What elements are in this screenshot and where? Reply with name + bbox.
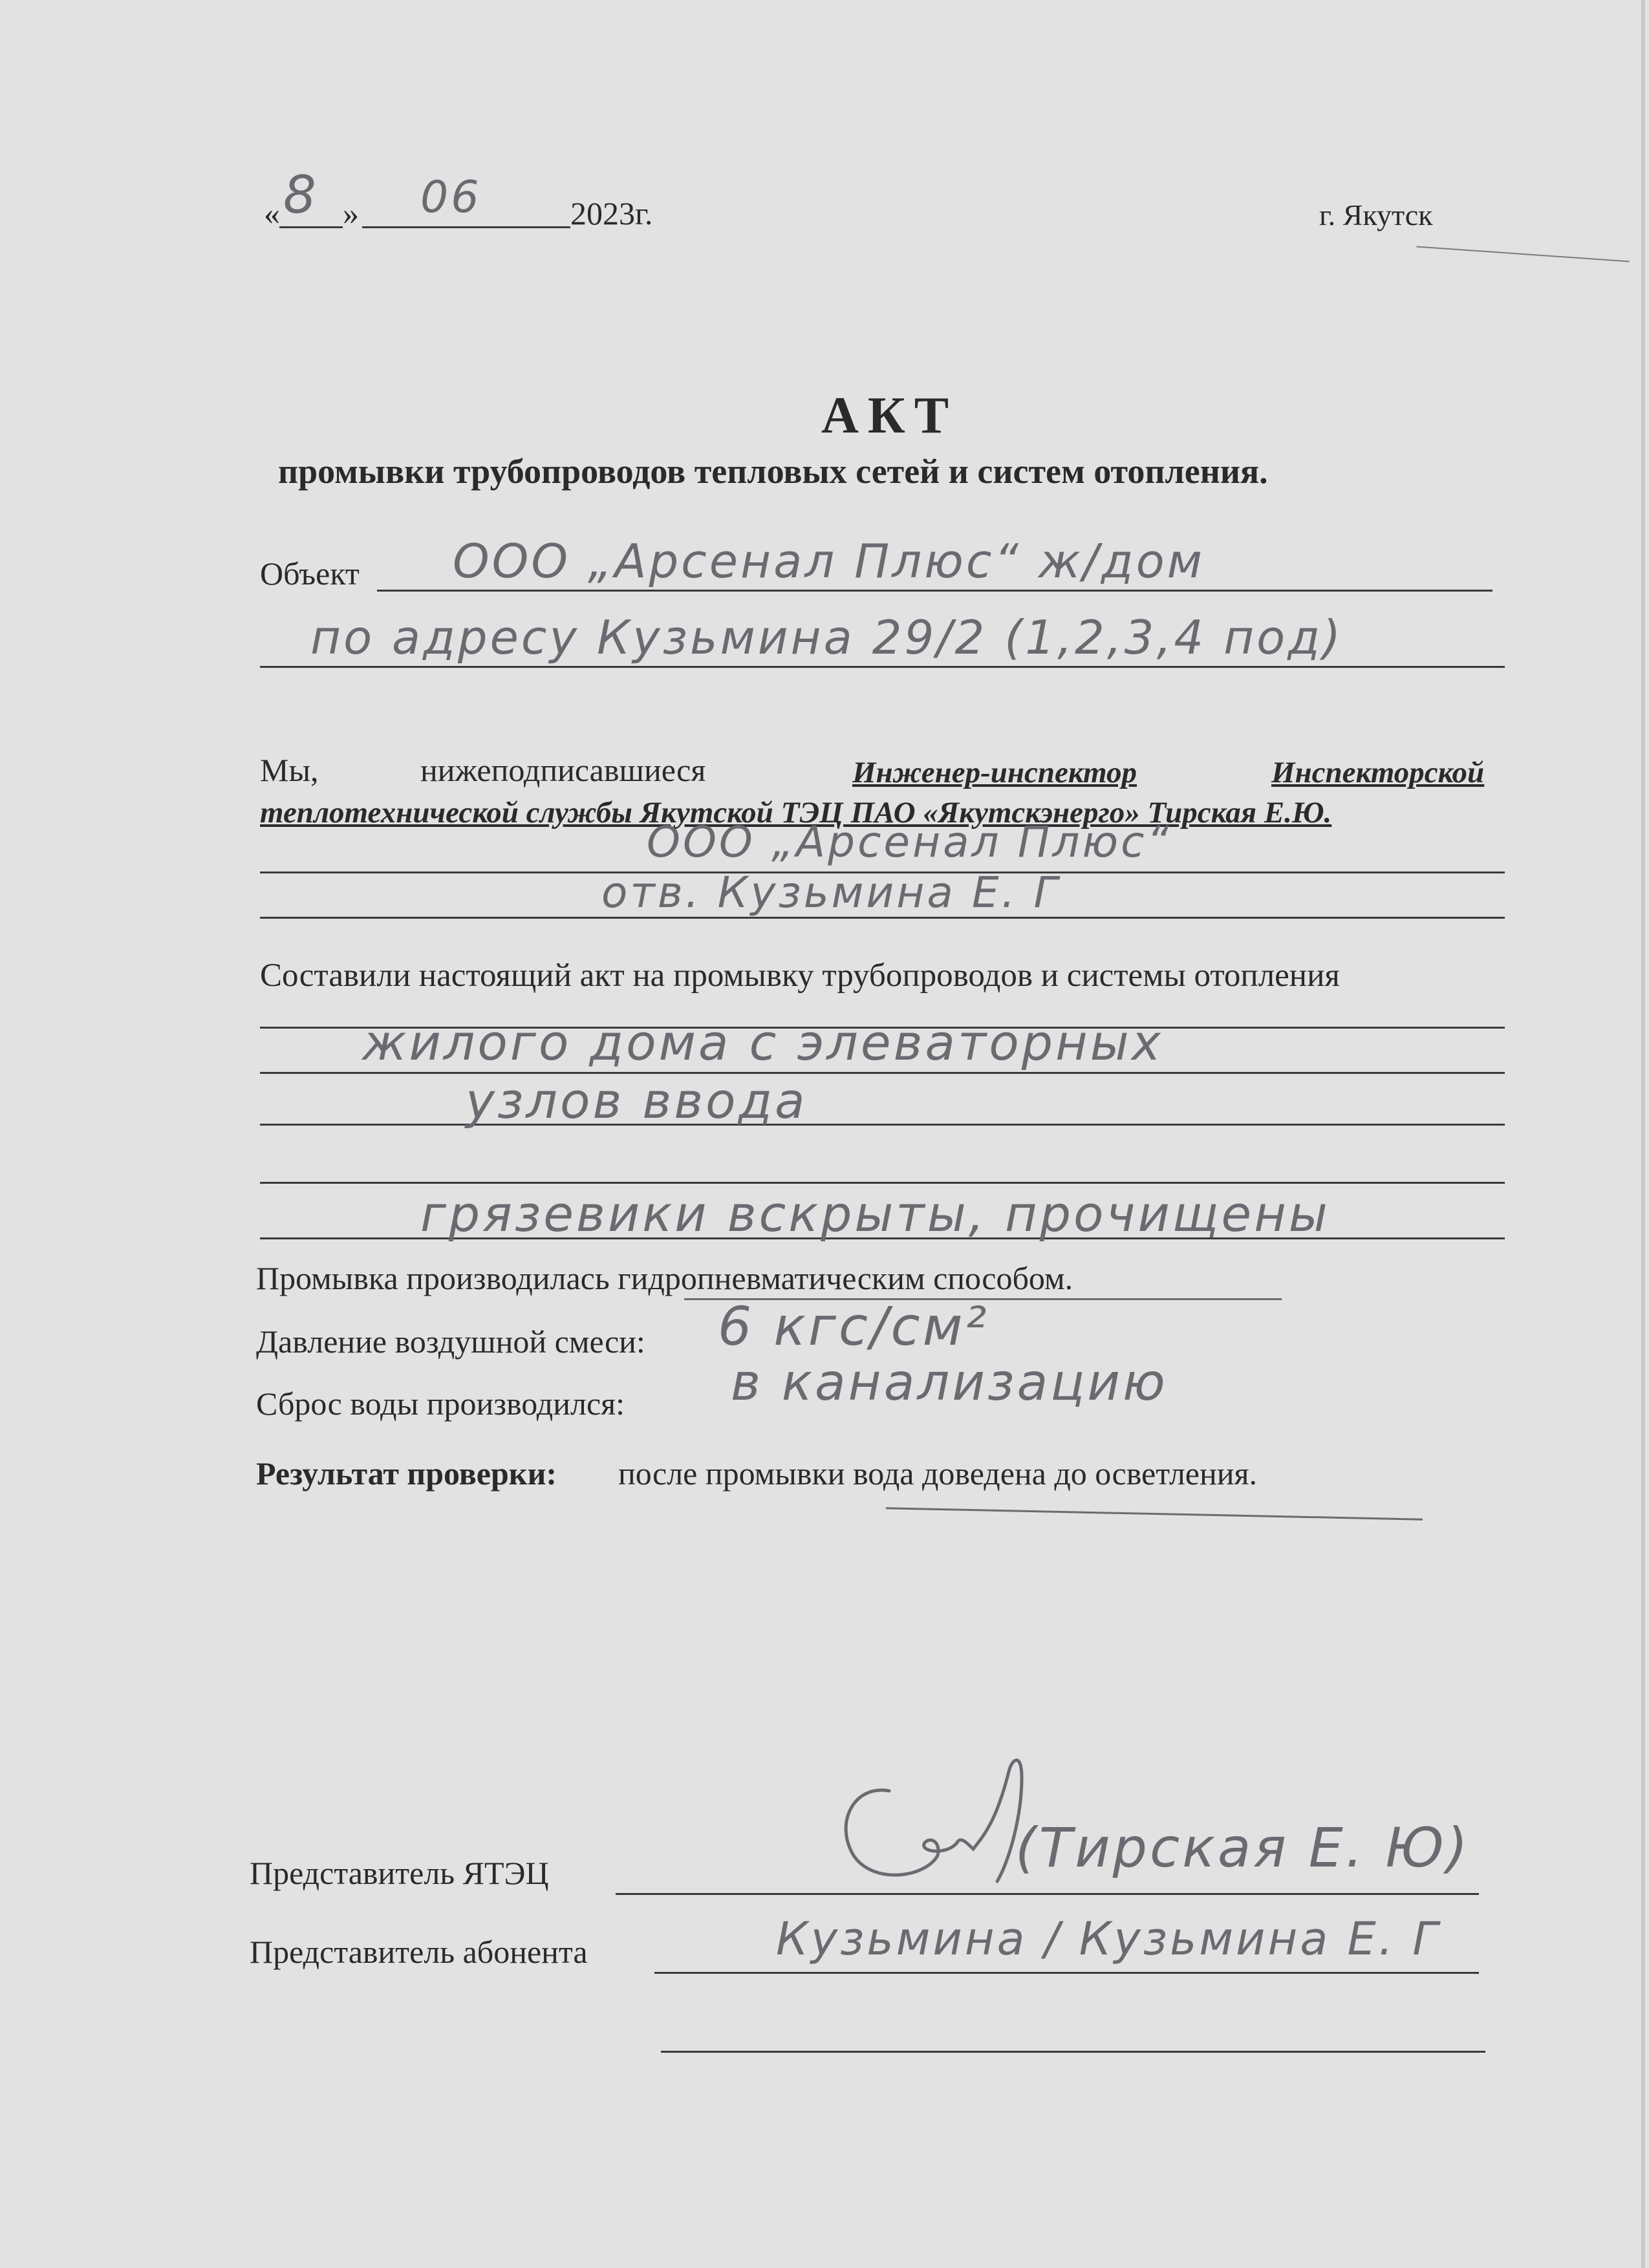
object-line-2: [260, 666, 1505, 668]
parties-we-label: Мы,: [260, 752, 319, 788]
extra-signature-line: [661, 2051, 1485, 2053]
rep-subscriber-hand: Кузьмина / Кузьмина Е. Г: [776, 1912, 1441, 1965]
date-day-line: [279, 226, 343, 228]
scan-edge-right: [1641, 0, 1645, 2268]
pressure-value: 6 кгс/см²: [718, 1296, 989, 1358]
object-line-1: [377, 590, 1493, 592]
parties-hand-line-1: ООО „Арсенал Плюс“: [647, 817, 1172, 867]
result-text: после промывки вода доведена до осветления.: [618, 1455, 1258, 1492]
object-label: Объект: [260, 555, 360, 592]
composed-text: Составили настоящий акт на промывку трубопроводов и системы отопления: [260, 957, 1340, 994]
composed-line-3: [260, 1124, 1505, 1126]
result-pen-underline: [886, 1507, 1423, 1520]
inspector-service: теплотехнической службы Якутской ТЭЦ ПАО «Якутскэнерго» Тирская Е.Ю.: [260, 796, 1332, 829]
pressure-label: Давление воздушной смеси:: [256, 1323, 645, 1360]
date-month: 06: [420, 172, 482, 223]
city: г. Якутск: [1319, 198, 1433, 231]
date-quote-open: «: [264, 195, 280, 231]
object-hand-line-2: по адресу Кузьмина 29/2 (1,2,3,4 под): [310, 610, 1344, 665]
composed-line-4: [260, 1182, 1505, 1184]
result-label: Результат проверки:: [256, 1455, 557, 1492]
object-hand-line-1: ООО „Арсенал Плюс“ ж/дом: [453, 534, 1205, 588]
date-quote-close: »: [343, 195, 359, 231]
rep-subscriber-line: [654, 1972, 1479, 1974]
inspector-position: Инженер-инспектор: [852, 756, 1137, 789]
composed-line-2: [260, 1072, 1505, 1074]
method-text: Промывка производилась гидропневматическим способом.: [256, 1260, 1073, 1296]
discharge-value: в канализацию: [731, 1354, 1168, 1412]
composed-hand-line-2: узлов ввода: [466, 1072, 808, 1129]
document-subtitle: промывки трубопроводов тепловых сетей и систем отопления.: [278, 452, 1268, 491]
date-month-line: [362, 226, 570, 228]
discharge-label: Сброс воды производился:: [256, 1385, 625, 1422]
document-title: АКТ: [821, 387, 958, 444]
rep-subscriber-label: Представитель абонента: [250, 1934, 588, 1970]
composed-hand-line-1: жилого дома с элеваторных: [362, 1014, 1163, 1071]
pen-stroke-header: [1416, 246, 1629, 262]
signature-ytec-stroke: [846, 1760, 1022, 1882]
rep-ytec-label: Представитель ЯТЭЦ: [250, 1855, 549, 1891]
parties-hand-line-2: отв. Кузьмина Е. Г: [601, 868, 1061, 917]
date-year: 2023г.: [570, 195, 653, 231]
inspector-department: Инспекторской: [1271, 756, 1485, 789]
parties-signed-label: нижеподписавшиеся: [420, 752, 706, 788]
composed-hand-line-3: грязевики вскрыты, прочищены: [420, 1185, 1330, 1243]
date-day: 8: [283, 165, 319, 225]
rep-ytec-hand: (Тирская Е. Ю): [1015, 1816, 1471, 1879]
